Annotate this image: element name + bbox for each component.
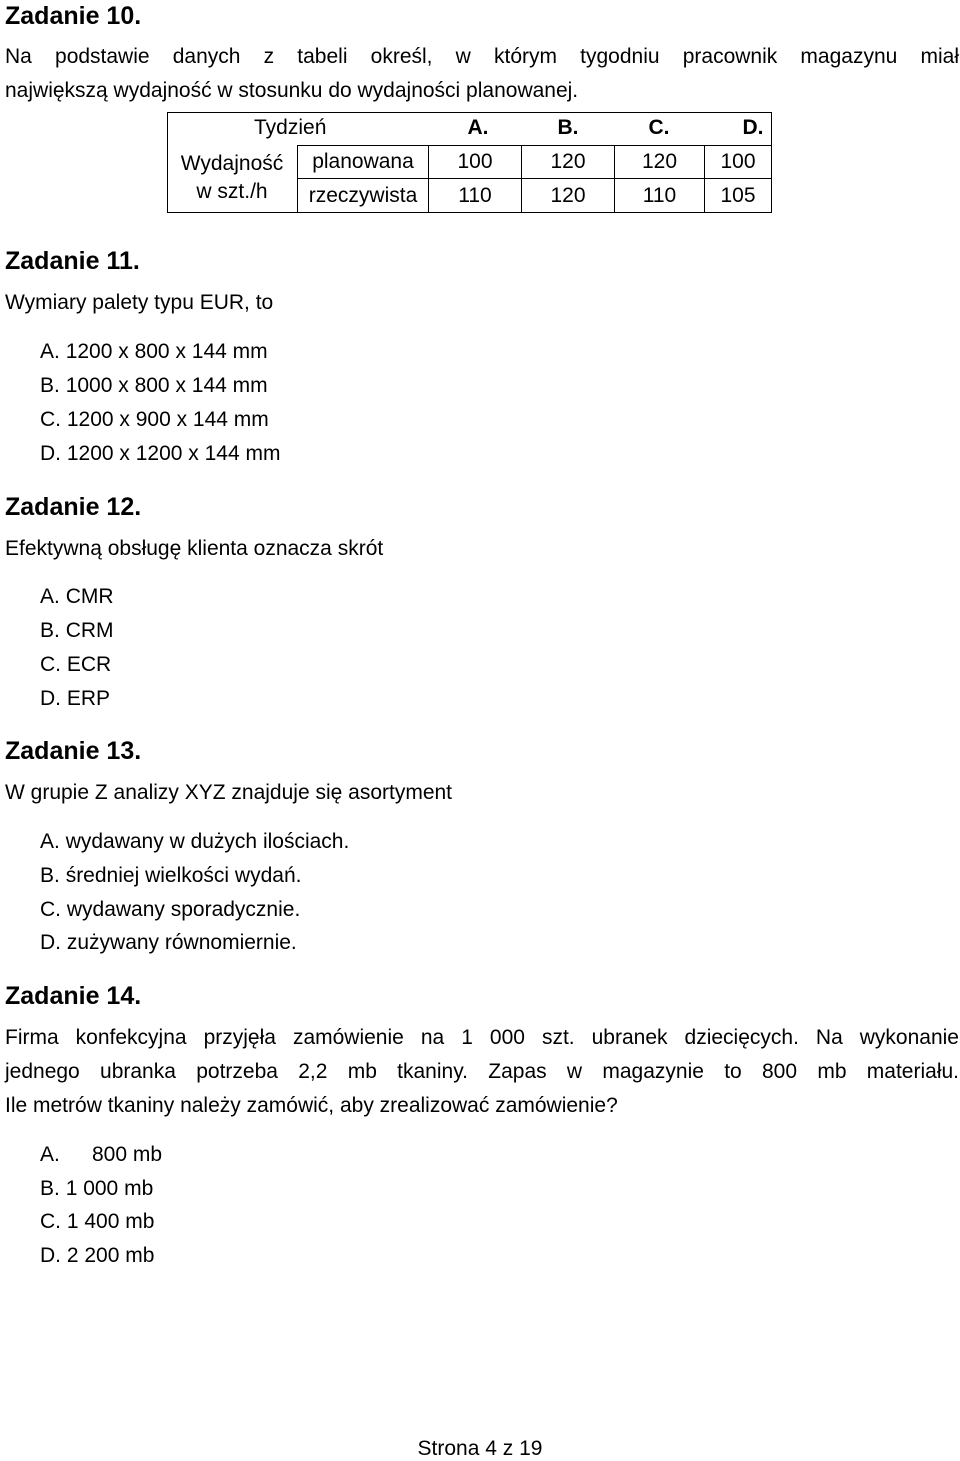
table-week-header: C. bbox=[648, 116, 670, 139]
task-10-question-line-1: Na podstawie danych z tabeli określ, w którym tygodniu pracownik magazynu miał bbox=[5, 45, 959, 68]
option-letter: D. bbox=[40, 1244, 61, 1267]
option-letter: B. bbox=[40, 1177, 60, 1200]
task-13-title: Zadanie 13. bbox=[5, 737, 142, 765]
task-13-option-b[interactable] bbox=[40, 864, 301, 888]
option-text: 2 200 mb bbox=[66, 1244, 155, 1267]
option-letter: B. bbox=[40, 374, 60, 397]
table-divider bbox=[297, 145, 771, 146]
task-14-option-d[interactable] bbox=[40, 1244, 154, 1268]
table-cell: 120 bbox=[550, 184, 586, 207]
table-cell: 100 bbox=[457, 150, 493, 173]
task-10-title: Zadanie 10. bbox=[5, 2, 142, 30]
table-week-header: A. bbox=[467, 116, 489, 139]
table-header-label: Tydzień bbox=[254, 116, 327, 139]
task-13-question: W grupie Z analizy XYZ znajduje się asortyment bbox=[5, 781, 453, 804]
option-text: wydawany sporadycznie. bbox=[66, 898, 301, 921]
row-group-label: Wydajność bbox=[180, 152, 284, 175]
task-14-question-line-1: Firma konfekcyjna przyjęła zamówienie na 1 000 szt. ubranek dziecięcych. Na wykonanie bbox=[5, 1026, 959, 1049]
table-week-header: D. bbox=[742, 116, 764, 139]
page-number: Strona 4 z 19 bbox=[417, 1437, 543, 1460]
option-letter: A. bbox=[40, 830, 60, 853]
table-cell: 110 bbox=[458, 184, 492, 207]
task-11-option-c[interactable] bbox=[40, 408, 269, 432]
task-10-question-line-2: największą wydajność w stosunku do wydajności planowanej. bbox=[5, 79, 579, 102]
option-letter: A. bbox=[40, 1143, 60, 1166]
table-cell: 110 bbox=[642, 184, 677, 207]
task-14-option-c[interactable] bbox=[40, 1210, 154, 1234]
row-label-actual: rzeczywista bbox=[308, 184, 418, 207]
table-divider bbox=[297, 178, 771, 179]
option-text: zużywany równomiernie. bbox=[66, 931, 297, 954]
productivity-table bbox=[167, 112, 772, 213]
table-cell: 120 bbox=[641, 150, 678, 173]
table-cell: 100 bbox=[720, 150, 756, 173]
option-text: wydawany w dużych ilościach. bbox=[65, 830, 350, 853]
option-letter: A. bbox=[40, 585, 60, 608]
option-text: CMR bbox=[65, 585, 114, 608]
row-label-planned: planowana bbox=[312, 150, 414, 173]
option-text: 1 000 mb bbox=[65, 1177, 154, 1200]
option-text: 1200 x 800 x 144 mm bbox=[65, 340, 268, 363]
table-cell: 120 bbox=[550, 150, 586, 173]
option-text: 1000 x 800 x 144 mm bbox=[65, 374, 268, 397]
task-12-question: Efektywną obsługę klienta oznacza skrót bbox=[5, 537, 384, 560]
task-14-question-line-2: jednego ubranka potrzeba 2,2 mb tkaniny. Zapas w magazynie to 800 mb materiału. bbox=[5, 1060, 959, 1083]
task-11-question: Wymiary palety typu EUR, to bbox=[5, 291, 274, 314]
table-week-header: B. bbox=[557, 116, 579, 139]
task-12-option-a[interactable] bbox=[40, 585, 114, 609]
table-cell: 105 bbox=[720, 184, 756, 207]
option-letter: D. bbox=[40, 442, 61, 465]
option-text: 800 mb bbox=[92, 1143, 163, 1166]
task-13-option-a[interactable] bbox=[40, 830, 349, 854]
option-text: ERP bbox=[66, 687, 111, 710]
task-14-option-a[interactable] bbox=[40, 1143, 162, 1167]
task-11-title: Zadanie 11. bbox=[5, 247, 140, 275]
option-letter: D. bbox=[40, 687, 61, 710]
option-letter: A. bbox=[40, 340, 60, 363]
task-11-option-d[interactable] bbox=[40, 442, 280, 466]
option-letter: C. bbox=[40, 408, 61, 431]
option-text: CRM bbox=[65, 619, 114, 642]
row-group-unit: w szt./h bbox=[196, 180, 268, 203]
task-14-title: Zadanie 14. bbox=[5, 982, 142, 1010]
task-14-option-b[interactable] bbox=[40, 1177, 153, 1201]
task-12-title: Zadanie 12. bbox=[5, 493, 142, 521]
task-12-option-b[interactable] bbox=[40, 619, 114, 643]
task-13-option-d[interactable] bbox=[40, 931, 297, 955]
option-letter: C. bbox=[40, 1210, 61, 1233]
option-text: 1200 x 1200 x 144 mm bbox=[66, 442, 281, 465]
task-12-option-d[interactable] bbox=[40, 687, 110, 711]
option-letter: D. bbox=[40, 931, 61, 954]
option-text: średniej wielkości wydań. bbox=[65, 864, 302, 887]
option-letter: B. bbox=[40, 864, 60, 887]
option-letter: B. bbox=[40, 619, 60, 642]
task-13-option-c[interactable] bbox=[40, 898, 300, 922]
task-14-question-line-3: Ile metrów tkaniny należy zamówić, aby zrealizować zamówienie? bbox=[5, 1094, 618, 1117]
task-11-option-a[interactable] bbox=[40, 340, 268, 364]
option-letter: C. bbox=[40, 898, 61, 921]
option-text: 1200 x 900 x 144 mm bbox=[66, 408, 269, 431]
option-text: ECR bbox=[66, 653, 112, 676]
option-text: 1 400 mb bbox=[66, 1210, 155, 1233]
task-11-option-b[interactable] bbox=[40, 374, 268, 398]
task-12-option-c[interactable] bbox=[40, 653, 111, 677]
option-letter: C. bbox=[40, 653, 61, 676]
